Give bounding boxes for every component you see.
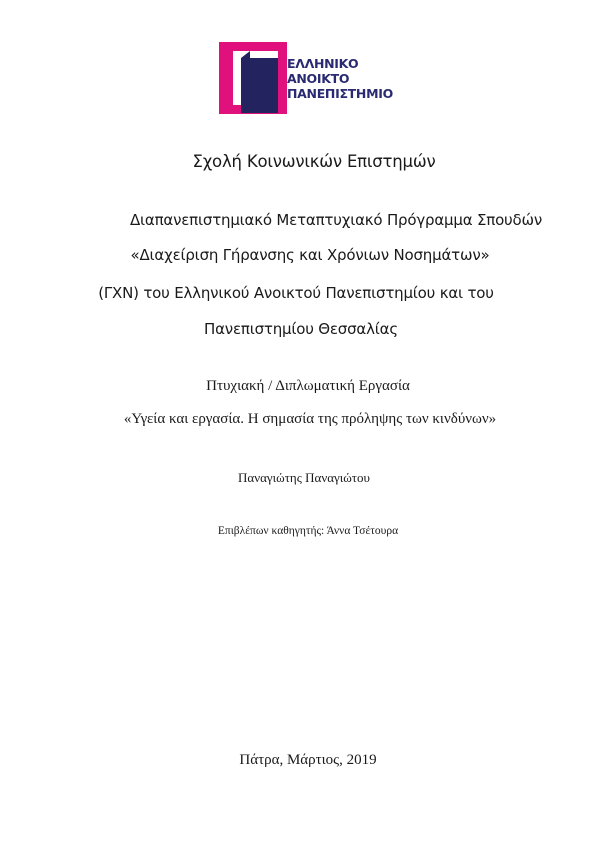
program-line-2: «Διαχείριση Γήρανσης και Χρόνιων Νοσημάτων» (130, 246, 490, 264)
program-line-3: (ΓΧΝ) του Ελληνικού Ανοικτού Πανεπιστημίου και του (98, 284, 494, 302)
thesis-title: «Υγεία και εργασία. Η σημασία της πρόληψης των κινδύνων» (123, 411, 497, 427)
thesis-type: Πτυχιακή / Διπλωματική Εργασία (206, 378, 410, 394)
supervisor: Επιβλέπων καθηγητής: Άννα Τσέτουρα (217, 525, 399, 537)
program-line-4: Πανεπιστημίου Θεσσαλίας (204, 320, 398, 338)
logo-text-line-3: ΠΑΝΕΠΙΣΤΗΜΙΟ (287, 86, 393, 101)
logo-text-line-1: ΕΛΛΗΝΙΚΟ (287, 56, 359, 71)
program-line-1: Διαπανεπιστημιακό Μεταπτυχιακό Πρόγραμμα Σπουδών (129, 211, 543, 229)
university-logo (219, 42, 409, 114)
place-and-date: Πάτρα, Μάρτιος, 2019 (239, 752, 377, 768)
school-name: Σχολή Κοινωνικών Επιστημών (192, 152, 436, 171)
logo-text-line-2: ΑΝΟΙΚΤΟ (287, 71, 350, 86)
university-logo-mark-icon (219, 42, 287, 114)
author-name: Παναγιώτης Παναγιώτου (238, 470, 370, 485)
university-logo-text (287, 56, 393, 101)
